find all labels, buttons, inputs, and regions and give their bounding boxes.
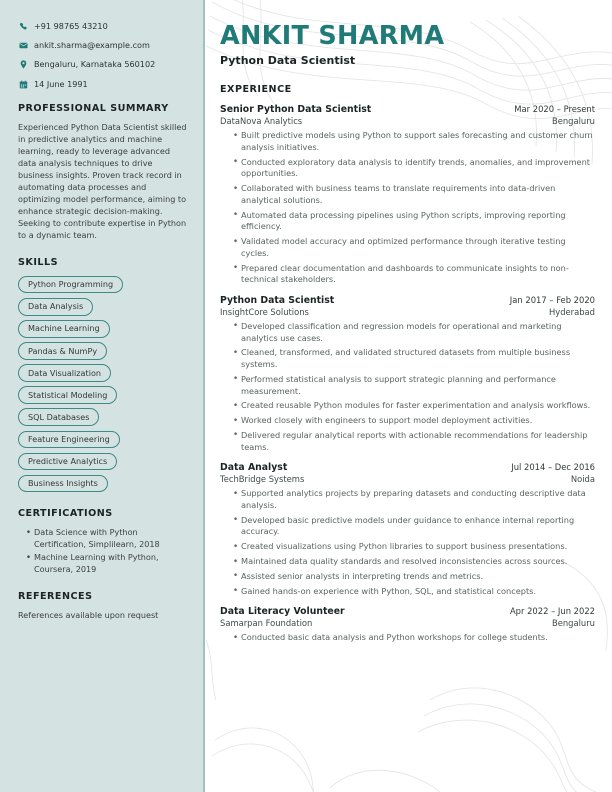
job-date: Mar 2020 – Present — [514, 104, 595, 115]
job-title: Data Literacy Volunteer — [220, 606, 345, 618]
job-bullet: • Collaborated with business teams to translate requirements into data-driven analytical solutions. — [233, 183, 595, 206]
experience-entry — [220, 104, 595, 286]
job-bullet-list — [220, 130, 595, 286]
job-bullet-list — [220, 321, 595, 453]
skill-pill: Statistical Modeling — [18, 386, 117, 403]
experience-entry — [220, 606, 595, 644]
job-location: Bengaluru — [551, 617, 595, 628]
experience-entry-subheader — [220, 618, 595, 629]
job-bullet: • Maintained data quality standards and resolved inconsistencies across sources. — [233, 556, 595, 568]
job-bullet: • Developed classification and regression models for operational and marketing analytics use cases. — [233, 321, 595, 344]
skill-pill: Feature Engineering — [18, 431, 120, 448]
skill-pill: Data Analysis — [18, 298, 93, 315]
contact-list — [18, 22, 187, 89]
professional-summary-heading: PROFESSIONAL SUMMARY — [18, 103, 169, 115]
experience-entry-subheader — [220, 474, 595, 485]
job-location: Hyderabad — [548, 306, 595, 317]
skill-pill: SQL Databases — [18, 408, 99, 425]
job-bullet: • Worked closely with engineers to support model deployment activities. — [233, 415, 595, 427]
email-icon — [18, 41, 29, 50]
skills-heading: SKILLS — [18, 257, 59, 268]
skill-pill: Machine Learning — [18, 320, 110, 337]
job-bullet: • Created reusable Python modules for faster experimentation and analysis workflows. — [233, 400, 595, 412]
job-bullet: • Validated model accuracy and optimized performance through iterative testing cycles. — [233, 236, 595, 259]
candidate-job-title: Python Data Scientist — [220, 54, 356, 68]
job-bullet: • Prepared clear documentation and dashboards to communicate insights to non-technical stakeholders. — [233, 263, 595, 286]
skill-pill: Pandas & NumPy — [18, 342, 107, 359]
contact-item-location — [18, 60, 187, 70]
job-bullet: • Gained hands-on experience with Python, SQL, and statistical concepts. — [233, 586, 595, 598]
job-bullet: • Conducted basic data analysis and Python workshops for college students. — [233, 632, 595, 644]
certifications-heading: CERTIFICATIONS — [18, 508, 113, 520]
skill-pill: Predictive Analytics — [18, 453, 117, 470]
job-company: InsightCore Solutions — [220, 306, 309, 317]
job-location: Noida — [570, 473, 595, 484]
candidate-name: ANKIT SHARMA — [220, 21, 445, 51]
job-location: Bengaluru — [551, 115, 595, 126]
contact-phone-text: +91 98765 43210 — [34, 21, 108, 31]
sidebar — [0, 0, 203, 792]
job-bullet: • Delivered regular analytical reports with actionable recommendations for leadership teams. — [233, 430, 595, 453]
job-title: Data Analyst — [220, 462, 288, 474]
skill-pill: Data Visualization — [18, 364, 111, 381]
skills-list — [18, 276, 187, 492]
job-bullet: • Performed statistical analysis to support strategic planning and performance measurement. — [233, 374, 595, 397]
contact-birthdate-text: 14 June 1991 — [34, 78, 88, 89]
job-bullet: • Assisted senior analysts in interpreting trends and metrics. — [233, 571, 595, 583]
experience-entry-header — [220, 295, 595, 307]
job-date: Jan 2017 – Feb 2020 — [509, 294, 595, 305]
job-bullet: • Cleaned, transformed, and validated structured datasets from multiple business systems. — [233, 347, 595, 370]
job-date: Apr 2022 – Jun 2022 — [509, 606, 595, 617]
experience-entry-header — [220, 606, 595, 618]
experience-entry-subheader — [220, 307, 595, 318]
job-bullet-list — [220, 488, 595, 597]
location-pin-icon — [18, 60, 29, 69]
experience-entry-header — [220, 104, 595, 116]
job-bullet: • Developed basic predictive models under guidance to enhance internal reporting accuracy. — [233, 515, 595, 538]
references-heading: REFERENCES — [18, 591, 93, 603]
experience-entry — [220, 462, 595, 597]
phone-icon — [18, 22, 29, 31]
certification-item: • Data Science with Python Certification, Simplilearn, 2018 — [27, 527, 187, 550]
main-content — [205, 0, 612, 792]
calendar-icon — [18, 80, 29, 89]
job-bullet: • Created visualizations using Python libraries to support business presentations. — [233, 541, 595, 553]
experience-entry-subheader — [220, 116, 595, 127]
contact-location-text: Bengaluru, Karnataka 560102 — [34, 59, 156, 70]
skill-pill: Business Insights — [18, 475, 108, 492]
job-bullet-list — [220, 632, 595, 644]
job-bullet: • Automated data processing pipelines using Python scripts, improving reporting efficiency. — [233, 210, 595, 233]
job-title: Python Data Scientist — [220, 294, 335, 306]
contact-email-text: ankit.sharma@example.com — [34, 40, 150, 51]
job-date: Jul 2014 – Dec 2016 — [511, 462, 595, 473]
job-title: Senior Python Data Scientist — [220, 104, 372, 116]
professional-summary-text: Experienced Python Data Scientist skilled in predictive analytics and machine learning, ready to leverage advanced data analysis techniques to drive business insights. Proven track record in automating data processes and optimizing model performance, aiming to enhance strategic decision-making. Seeking to contribute expertise in Python to a dynamic team. — [18, 122, 187, 241]
sidebar-divider — [203, 0, 205, 792]
experience-entry — [220, 295, 595, 453]
contact-item-phone — [18, 22, 187, 32]
job-bullet: • Conducted exploratory data analysis to identify trends, anomalies, and improvement opportunities. — [233, 157, 595, 180]
job-bullet: • Supported analytics projects by preparing datasets and conducting descriptive data analysis. — [233, 488, 595, 511]
job-company: TechBridge Systems — [220, 473, 305, 484]
skill-pill: Python Programming — [18, 276, 123, 293]
certification-item: • Machine Learning with Python, Coursera, 2019 — [27, 552, 187, 575]
job-company: Samarpan Foundation — [220, 617, 313, 628]
contact-item-email — [18, 41, 187, 51]
references-text: References available upon request — [18, 610, 159, 621]
experience-entry-header — [220, 462, 595, 474]
job-bullet: • Built predictive models using Python to support sales forecasting and customer churn analysis initiatives. — [233, 130, 595, 153]
job-company: DataNova Analytics — [220, 115, 303, 126]
contact-item-birthdate — [18, 80, 187, 90]
certifications-list — [18, 527, 187, 575]
experience-heading: EXPERIENCE — [220, 84, 292, 96]
